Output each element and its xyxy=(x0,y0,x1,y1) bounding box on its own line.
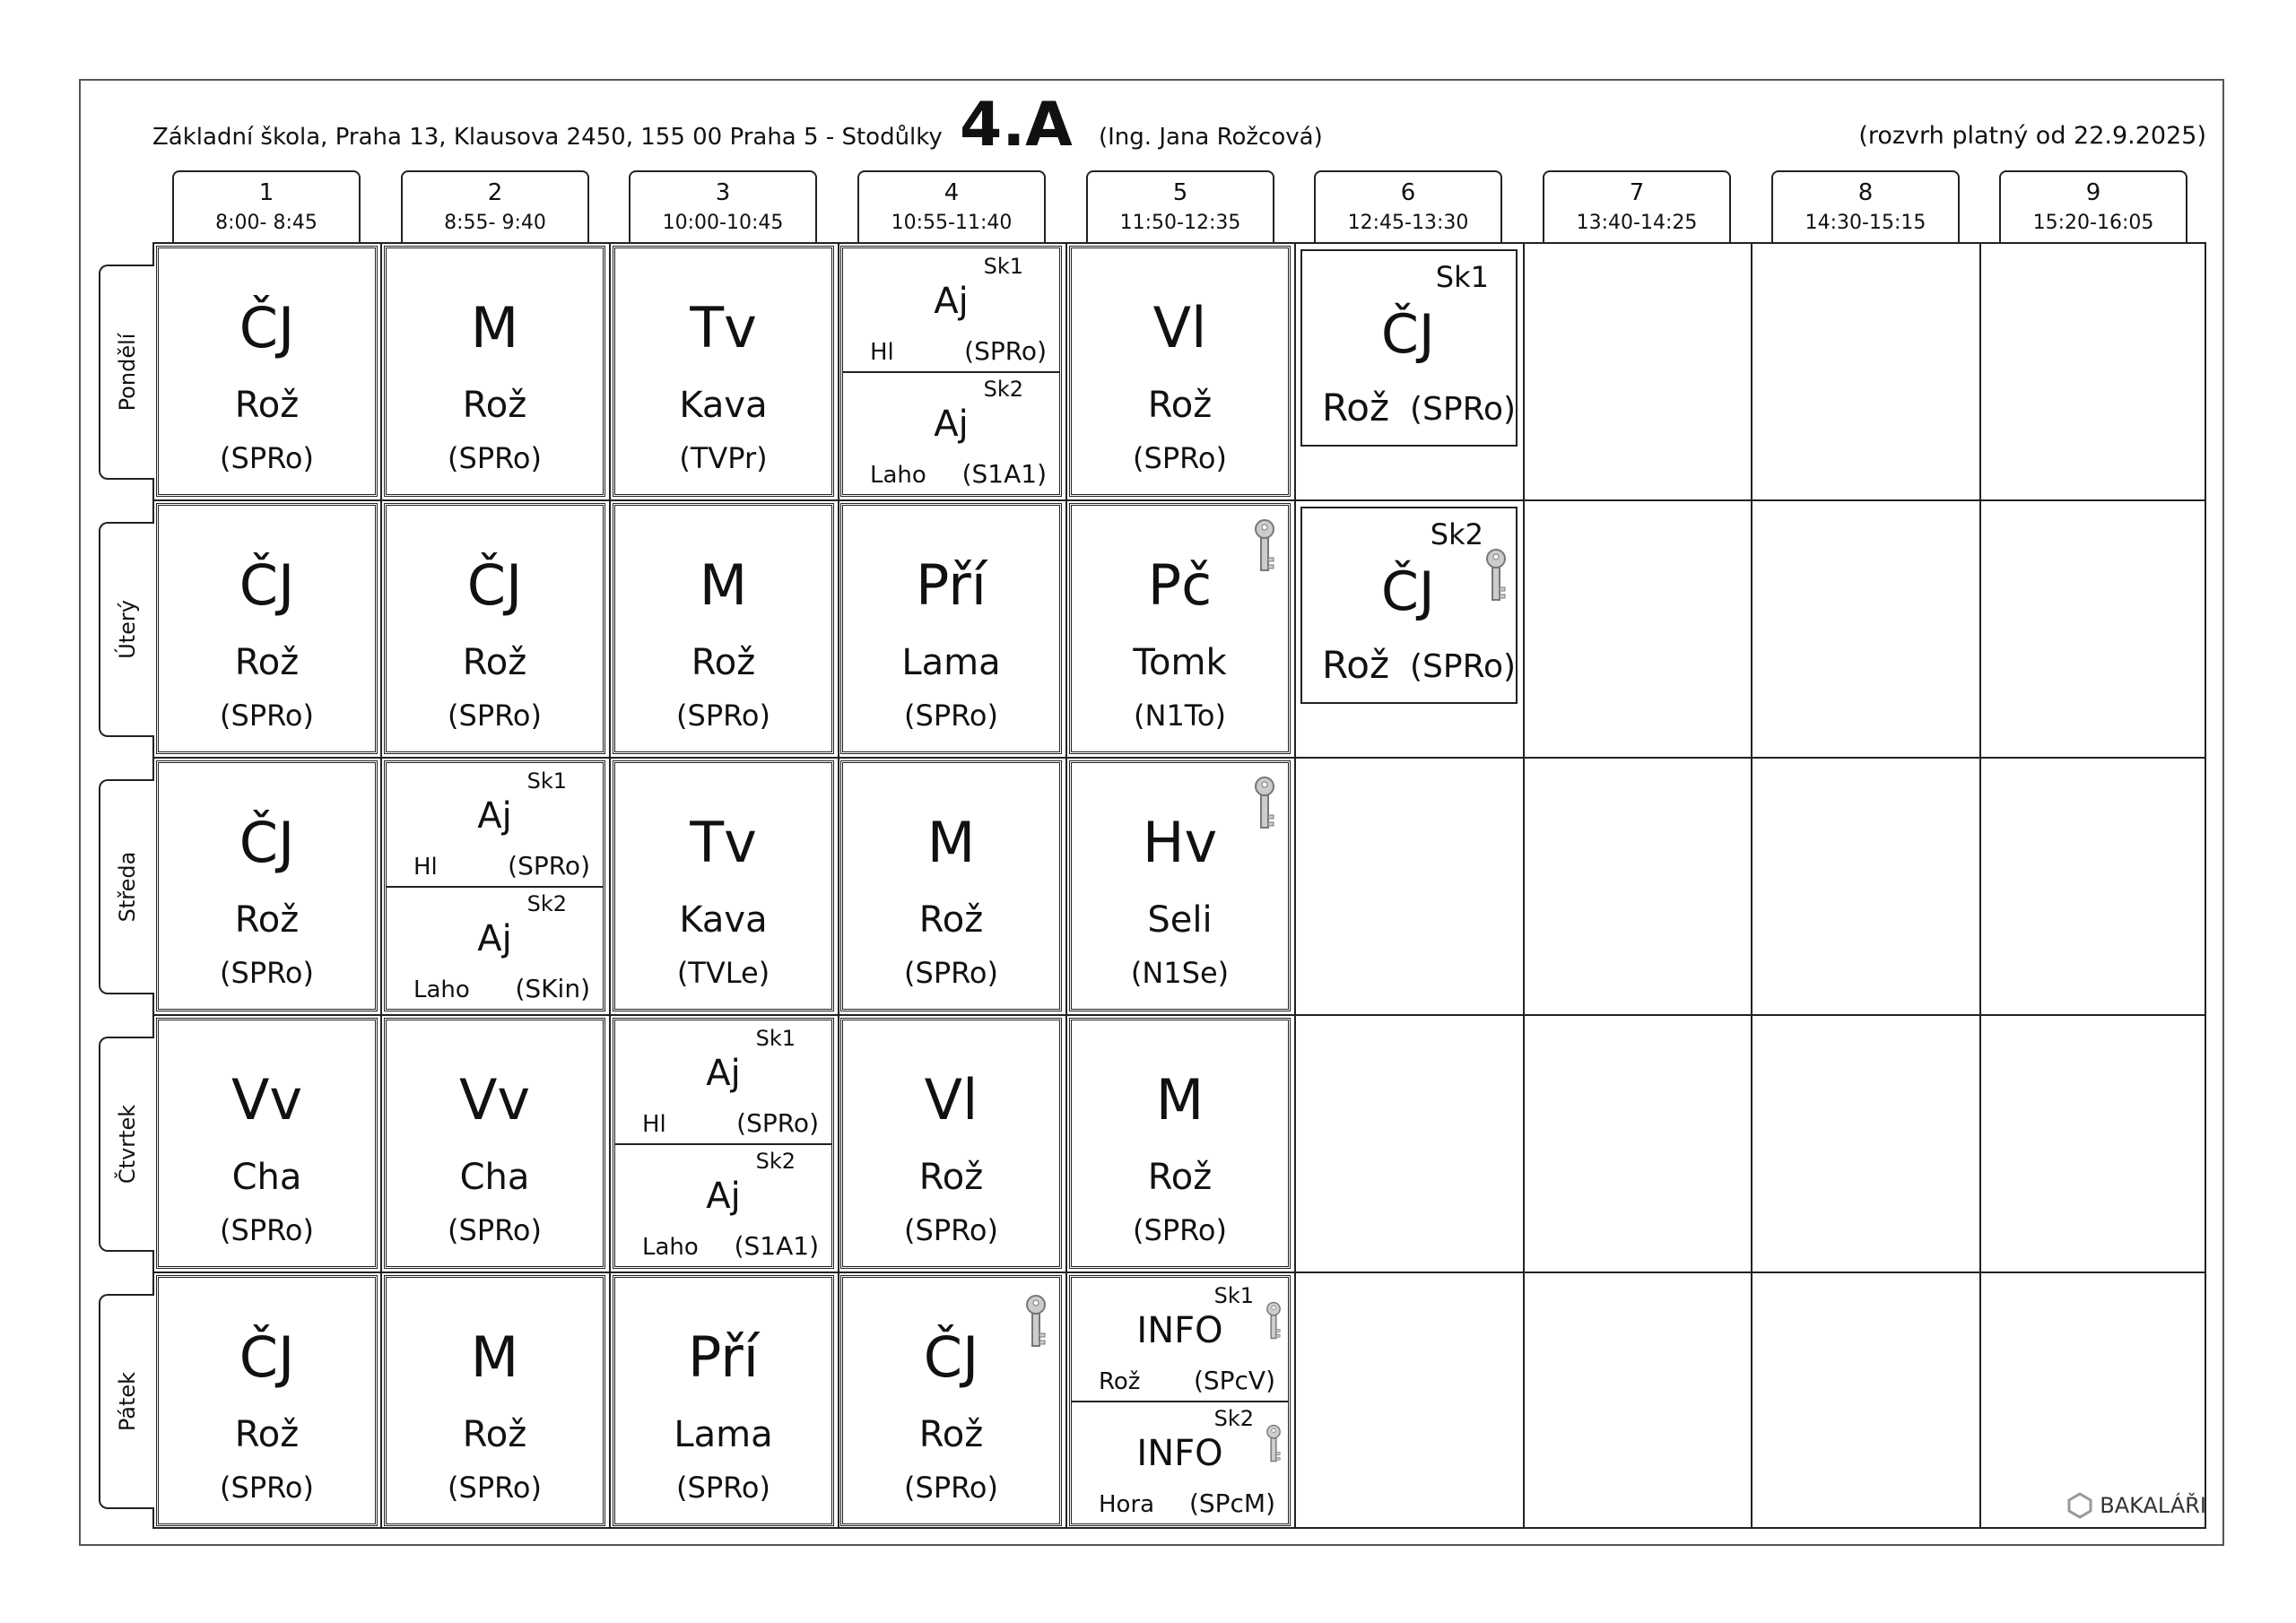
brand-text: BAKALÁŘI xyxy=(2100,1493,2206,1518)
teacher: Rož xyxy=(234,642,300,683)
teacher: Rož xyxy=(1322,643,1390,687)
day-label-wednesday: Středa xyxy=(99,779,154,994)
lesson-cell[interactable] xyxy=(613,760,834,1011)
room: (SPRo) xyxy=(1133,441,1227,475)
teacher: Laho xyxy=(413,976,470,1003)
subject: ČJ xyxy=(239,1324,295,1390)
subject: ČJ xyxy=(923,1324,979,1390)
room: (SPcV) xyxy=(1193,1366,1275,1395)
teacher: Cha xyxy=(459,1157,530,1198)
lesson-cell-split[interactable] xyxy=(384,760,605,1011)
subject: Vv xyxy=(458,1067,531,1133)
room: (SPRo) xyxy=(964,336,1047,366)
lesson-cell-split[interactable] xyxy=(840,246,1062,497)
grid-divider xyxy=(838,242,839,1529)
group-label: Sk2 xyxy=(1213,1406,1254,1431)
room: (SPcM) xyxy=(1188,1488,1275,1518)
teacher: Hl xyxy=(642,1111,666,1138)
teacher: Kava xyxy=(679,385,768,426)
key-icon xyxy=(1252,776,1277,833)
period-header-4: 4 10:55-11:40 xyxy=(857,170,1046,242)
room: (SPRo) xyxy=(1410,391,1517,428)
room: (SPRo) xyxy=(904,699,998,733)
subject: INFO xyxy=(1136,1310,1223,1351)
key-icon xyxy=(1252,518,1277,576)
period-header-5: 5 11:50-12:35 xyxy=(1086,170,1274,242)
key-icon xyxy=(1023,1294,1048,1351)
room: (N1Se) xyxy=(1130,956,1230,990)
grid-divider xyxy=(1979,242,1981,1529)
teacher: Cha xyxy=(231,1157,302,1198)
group-label: Sk1 xyxy=(1213,1283,1254,1308)
room: (SPRo) xyxy=(508,851,590,881)
group-label: Sk2 xyxy=(1430,517,1483,551)
subject: M xyxy=(1155,1067,1205,1133)
teacher: Lama xyxy=(901,642,1001,683)
period-header-1: 1 8:00- 8:45 xyxy=(172,170,361,242)
grid-divider xyxy=(1065,242,1067,1529)
lesson-cell[interactable] xyxy=(840,1018,1062,1269)
grid-divider xyxy=(1523,242,1525,1529)
teacher: Rož xyxy=(462,1414,527,1455)
teacher: Rož xyxy=(234,899,300,941)
room: (SPRo) xyxy=(676,699,770,733)
subject: ČJ xyxy=(466,552,523,618)
grid-divider xyxy=(380,242,382,1529)
teacher: Rož xyxy=(1099,1368,1141,1395)
lesson-cell[interactable] xyxy=(156,760,378,1011)
subject: ČJ xyxy=(239,295,295,360)
lesson-cell[interactable] xyxy=(840,503,1062,754)
room: (S1A1) xyxy=(734,1231,819,1261)
subject: Aj xyxy=(934,404,969,445)
teacher: Laho xyxy=(642,1234,699,1261)
group-label: Sk2 xyxy=(983,377,1023,402)
room: (SPRo) xyxy=(904,1471,998,1505)
subject: M xyxy=(470,295,519,360)
teacher: Rož xyxy=(691,642,756,683)
lesson-cell[interactable] xyxy=(156,503,378,754)
subject: ČJ xyxy=(1381,303,1435,366)
room: (SPRo) xyxy=(220,441,314,475)
lesson-cell[interactable] xyxy=(384,503,605,754)
class-teacher: (Ing. Jana Rožcová) xyxy=(1099,124,1323,151)
subject: INFO xyxy=(1136,1433,1223,1474)
group-lesson xyxy=(615,1020,831,1145)
grid-divider xyxy=(152,757,2206,759)
subject: ČJ xyxy=(239,810,295,875)
subject: Vl xyxy=(1152,295,1207,360)
teacher: Rož xyxy=(918,1414,984,1455)
lesson-cell[interactable] xyxy=(840,760,1062,1011)
subject: Aj xyxy=(477,918,512,959)
key-icon xyxy=(1483,548,1509,605)
teacher: Rož xyxy=(234,1414,300,1455)
grid-divider xyxy=(152,1014,2206,1016)
teacher: Laho xyxy=(870,462,926,489)
grid-divider xyxy=(609,242,611,1529)
subject: Pří xyxy=(915,552,987,618)
key-icon xyxy=(1265,1424,1283,1465)
subject: Aj xyxy=(706,1053,741,1094)
group-lesson xyxy=(387,763,603,888)
teacher: Rož xyxy=(1147,1157,1213,1198)
lesson-cell[interactable] xyxy=(1069,1018,1291,1269)
room: (N1To) xyxy=(1134,699,1226,733)
teacher: Rož xyxy=(234,385,300,426)
lesson-cell[interactable] xyxy=(384,246,605,497)
bakalari-logo-icon xyxy=(2067,1492,2092,1519)
teacher: Rož xyxy=(1322,386,1390,430)
group-label: Sk1 xyxy=(983,254,1023,279)
room: (SPRo) xyxy=(448,441,542,475)
period-header-3: 3 10:00-10:45 xyxy=(629,170,817,242)
room: (SPRo) xyxy=(676,1471,770,1505)
room: (SPRo) xyxy=(736,1108,819,1138)
day-label-monday: Pondělí xyxy=(99,265,154,480)
lesson-cell[interactable] xyxy=(613,1275,834,1526)
lesson-cell[interactable] xyxy=(156,1018,378,1269)
subject: M xyxy=(470,1324,519,1390)
teacher: Rož xyxy=(462,642,527,683)
teacher: Rož xyxy=(1147,385,1213,426)
lesson-cell[interactable] xyxy=(156,1275,378,1526)
subject: ČJ xyxy=(239,552,295,618)
period-header-8: 8 14:30-15:15 xyxy=(1771,170,1960,242)
lesson-cell-split[interactable] xyxy=(1069,1275,1291,1526)
subject: Vv xyxy=(230,1067,303,1133)
group-label: Sk2 xyxy=(526,891,567,916)
grid-divider xyxy=(1751,242,1752,1529)
lesson-cell-split[interactable] xyxy=(613,1018,834,1269)
day-label-thursday: Čtvrtek xyxy=(99,1037,154,1252)
subject: M xyxy=(926,810,976,875)
subject: Aj xyxy=(706,1176,741,1217)
group-lesson xyxy=(1072,1278,1288,1402)
lesson-cell[interactable] xyxy=(1069,246,1291,497)
teacher: Hl xyxy=(870,339,894,366)
subject: M xyxy=(699,552,748,618)
subject: Aj xyxy=(934,281,969,322)
teacher: Rož xyxy=(462,385,527,426)
room: (SPRo) xyxy=(904,956,998,990)
teacher: Lama xyxy=(674,1414,773,1455)
group-lesson-cell[interactable] xyxy=(1300,507,1518,704)
period-header-6: 6 12:45-13:30 xyxy=(1314,170,1502,242)
teacher: Kava xyxy=(679,899,768,941)
group-lesson-cell[interactable] xyxy=(1300,249,1518,447)
teacher: Seli xyxy=(1147,899,1213,941)
group-lesson xyxy=(1072,1401,1288,1523)
room: (SPRo) xyxy=(448,1471,542,1505)
teacher: Rož xyxy=(918,1157,984,1198)
group-lesson xyxy=(387,886,603,1009)
period-header-2: 2 8:55- 9:40 xyxy=(401,170,589,242)
grid-divider xyxy=(1294,242,1296,1529)
group-label: Sk1 xyxy=(1435,260,1489,294)
subject: Pč xyxy=(1147,552,1213,618)
lesson-cell[interactable] xyxy=(1069,503,1291,754)
room: (SPRo) xyxy=(448,1213,542,1247)
day-label-tuesday: Úterý xyxy=(99,522,154,737)
lesson-cell[interactable] xyxy=(1069,760,1291,1011)
subject: Hv xyxy=(1142,810,1218,875)
subject: Tv xyxy=(690,810,757,875)
room: (S1A1) xyxy=(961,459,1047,489)
group-label: Sk1 xyxy=(755,1026,796,1051)
room: (SKin) xyxy=(515,974,590,1003)
group-lesson xyxy=(843,371,1059,494)
period-header-9: 9 15:20-16:05 xyxy=(1999,170,2187,242)
room: (SPRo) xyxy=(220,1213,314,1247)
room: (SPRo) xyxy=(1133,1213,1227,1247)
subject: ČJ xyxy=(1381,560,1435,623)
grid-divider xyxy=(152,1271,2206,1273)
subject: Tv xyxy=(690,295,757,360)
teacher: Rož xyxy=(918,899,984,941)
teacher: Hl xyxy=(413,854,438,881)
day-label-friday: Pátek xyxy=(99,1294,154,1509)
teacher: Tomk xyxy=(1133,642,1227,683)
lesson-cell[interactable] xyxy=(613,503,834,754)
room: (SPRo) xyxy=(220,699,314,733)
room: (SPRo) xyxy=(904,1213,998,1247)
lesson-cell[interactable] xyxy=(613,246,834,497)
lesson-cell[interactable] xyxy=(156,246,378,497)
class-title: 4.A xyxy=(960,90,1073,161)
group-lesson xyxy=(615,1143,831,1266)
lesson-cell[interactable] xyxy=(840,1275,1062,1526)
group-lesson xyxy=(843,248,1059,373)
lesson-cell[interactable] xyxy=(384,1018,605,1269)
teacher: Hora xyxy=(1099,1491,1155,1518)
school-name: Základní škola, Praha 13, Klausova 2450, 155 00 Praha 5 - Stodůlky xyxy=(152,124,943,151)
subject: Pří xyxy=(687,1324,759,1390)
room: (TVLe) xyxy=(676,956,770,990)
grid-divider xyxy=(152,499,2206,501)
room: (SPRo) xyxy=(1410,648,1517,685)
bakalari-logo xyxy=(2067,1492,2206,1519)
subject: Vl xyxy=(924,1067,978,1133)
room: (SPRo) xyxy=(220,1471,314,1505)
valid-from: (rozvrh platný od 22.9.2025) xyxy=(1858,122,2206,150)
period-header-7: 7 13:40-14:25 xyxy=(1543,170,1731,242)
room: (TVPr) xyxy=(679,441,768,475)
group-label: Sk1 xyxy=(526,768,567,794)
room: (SPRo) xyxy=(220,956,314,990)
lesson-cell[interactable] xyxy=(384,1275,605,1526)
group-label: Sk2 xyxy=(755,1149,796,1174)
subject: Aj xyxy=(477,795,512,837)
key-icon xyxy=(1265,1301,1283,1342)
room: (SPRo) xyxy=(448,699,542,733)
